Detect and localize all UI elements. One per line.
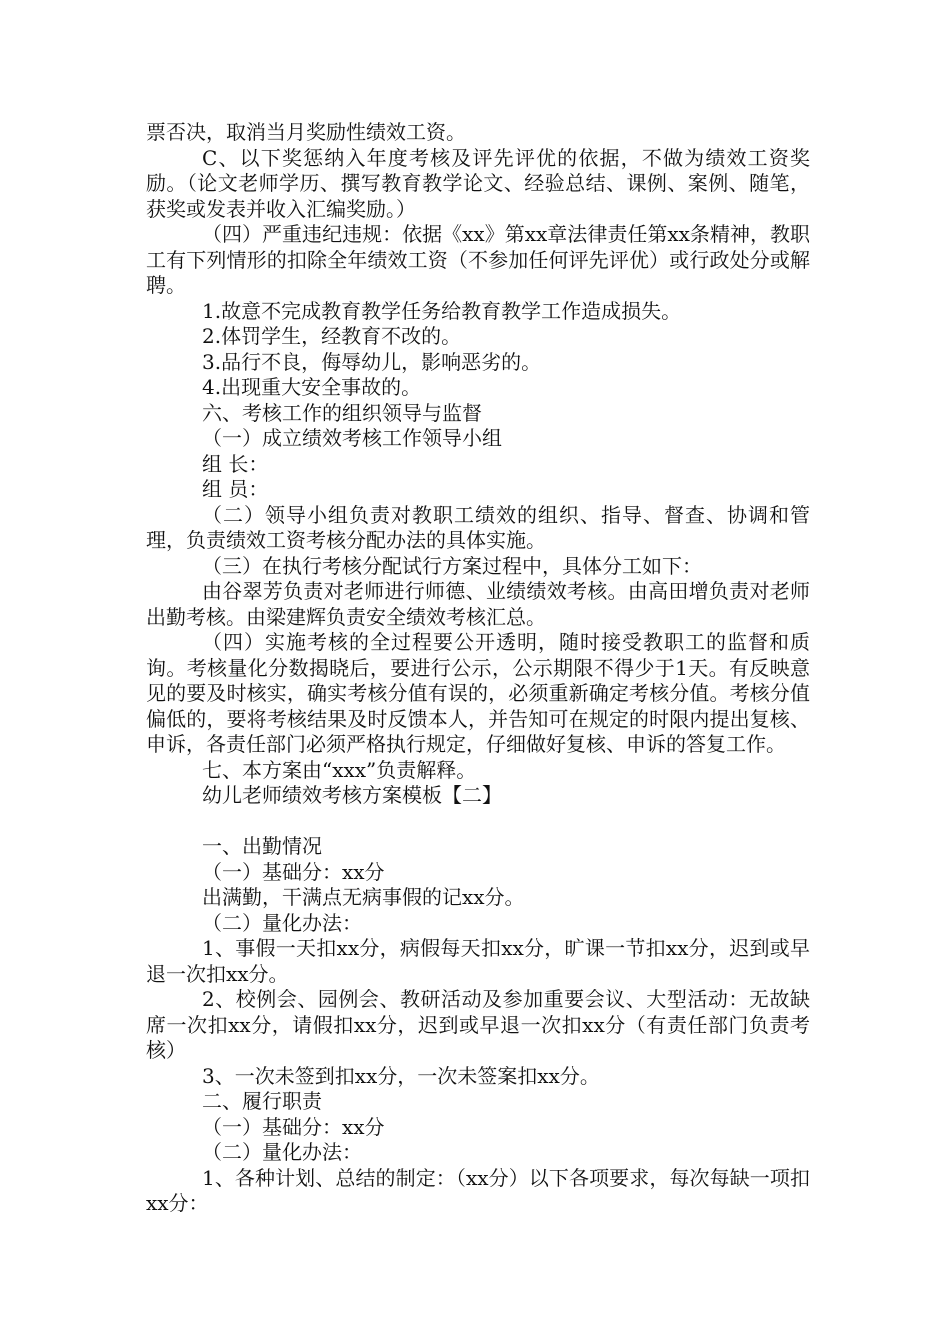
paragraph-4: 1.故意不完成教育教学任务给教育教学工作造成损失。 <box>202 298 682 323</box>
paragraph-5: 2.体罚学生，经教育不改的。 <box>202 324 462 348</box>
paragraph-1: 票否决，取消当月奖励性绩效工资。 <box>146 120 466 144</box>
paragraph-15: （四）实施考核的全过程要公开透明，随时接受教职工的监督和质询。考核量化分数揭晓后，要进行公示，公示期限不得少于1天。有反映意见的要及时核实，确实考核分值有误的，必须重新确定考核分值。考核分值偏低的，要将考核结果及时反馈本人，并告知可在规定的时限内提出复核、申诉，各责任部门必须严格执行规定，仔细做好复核、申诉的答复工作。 <box>146 630 810 756</box>
paragraph-29: 1、各种计划、总结的制定：（xx分）以下各项要求，每次每缺一项扣xx分： <box>146 1165 810 1215</box>
paragraph-10: 组 长： <box>202 451 269 476</box>
paragraph-23: 1、事假一天扣xx分，病假每天扣xx分，旷课一节扣xx分，迟到或早退一次扣xx分。 <box>146 936 810 986</box>
paragraph-25: 3、一次未签到扣xx分，一次未签案扣xx分。 <box>202 1063 600 1088</box>
paragraph-20: （一）基础分：xx分 <box>202 859 385 884</box>
paragraph-7: 4.出现重大安全事故的。 <box>202 375 422 399</box>
paragraph-13: （三）在执行考核分配试行方案过程中，具体分工如下： <box>202 553 702 578</box>
paragraph-9: （一）成立绩效考核工作领导小组 <box>202 426 502 450</box>
paragraph-6: 3.品行不良，侮辱幼儿，影响恶劣的。 <box>202 349 542 374</box>
section-heading-7: 七、本方案由“xxx”负责解释。 <box>202 757 477 782</box>
paragraph-2: C、以下奖惩纳入年度考核及评先评优的依据，不做为绩效工资奖励。（论文老师学历、撰写教育教学论文、经验总结、课例、案例、随笔，获奖或发表并收入汇编奖励。） <box>146 145 810 221</box>
paragraph-11: 组 员： <box>202 477 269 501</box>
paragraph-21: 出满勤，干满点无病事假的记xx分。 <box>202 885 525 909</box>
section-heading-attendance: 一、出勤情况 <box>202 834 322 858</box>
paragraph-28: （二）量化办法： <box>202 1140 362 1164</box>
document-body <box>146 120 810 1217</box>
section-heading-6: 六、考核工作的组织领导与监督 <box>202 400 482 425</box>
paragraph-3: （四）严重违纪违规：依据《xx》第xx章法律责任第xx条精神，教职工有下列情形的扣除全年绩效工资（不参加任何评先评优）或行政处分或解聘。 <box>146 222 810 297</box>
paragraph-24: 2、校例会、园例会、教研活动及参加重要会议、大型活动：无故缺席一次扣xx分，请假扣xx分，迟到或早退一次扣xx分（有责任部门负责考核） <box>146 987 810 1062</box>
section-heading-duties: 二、履行职责 <box>202 1089 322 1113</box>
blank-line <box>146 809 810 835</box>
paragraph-12: （二）领导小组负责对教职工绩效的组织、指导、督查、协调和管理，负责绩效工资考核分配办法的具体实施。 <box>146 502 810 552</box>
paragraph-14: 由谷翠芳负责对老师进行师德、业绩绩效考核。由高田增负责对老师出勤考核。由梁建辉负责安全绩效考核汇总。 <box>146 579 810 629</box>
paragraph-27: （一）基础分：xx分 <box>202 1114 385 1139</box>
template-title-2: 幼儿老师绩效考核方案模板【二】 <box>202 783 502 807</box>
paragraph-22: （二）量化办法： <box>202 910 362 935</box>
